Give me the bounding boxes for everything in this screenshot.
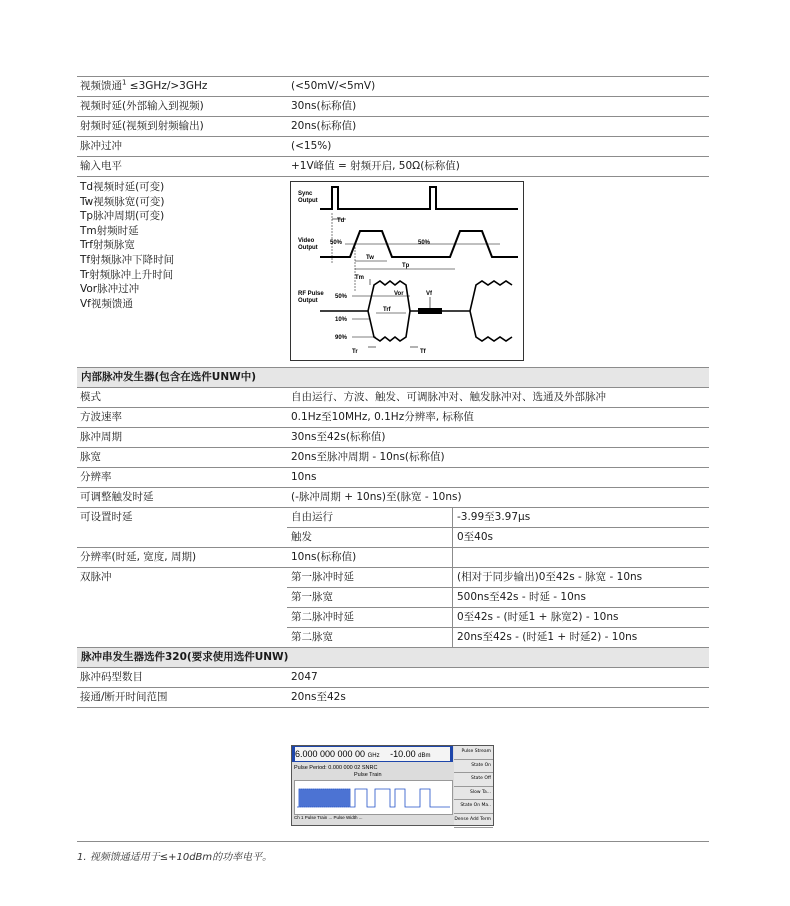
tp-label: Tp bbox=[402, 263, 410, 269]
instrument-screenshot bbox=[291, 745, 494, 826]
sync-label: Sync bbox=[298, 191, 313, 197]
legend-vf: Vf视频馈通 bbox=[80, 297, 133, 310]
legend-td: Td视频时延(可变) bbox=[80, 181, 165, 193]
specifications-table bbox=[77, 76, 709, 708]
legend-tm: Tm射频时延 bbox=[80, 224, 139, 237]
first-pulse-width-label: 第一脉宽 bbox=[287, 588, 453, 608]
legend-tp: Tp脉冲周期(可变) bbox=[80, 210, 165, 223]
vf-label: Vf bbox=[426, 291, 432, 297]
td-label: Td bbox=[337, 218, 345, 224]
screen-pulse-plot bbox=[294, 780, 453, 815]
first-pulse-delay-value: (相对于同步输出)0至42s - 脉宽 - 10ns bbox=[453, 568, 710, 588]
video-delay-label: 视频时延(外部输入到视频) bbox=[77, 97, 287, 117]
second-pulse-delay-value: 0至42s - (时延1 + 脉宽2) - 10ns bbox=[453, 608, 710, 628]
softkey-6[interactable]: Dense Add Term bbox=[454, 814, 493, 828]
video-50-right: 50% bbox=[418, 240, 431, 246]
video-50-left: 50% bbox=[330, 240, 343, 246]
pulse-timing-diagram bbox=[290, 181, 524, 361]
settable-delay-free-run-label: 自由运行 bbox=[287, 508, 453, 528]
empty-cell bbox=[453, 548, 710, 568]
on-off-time-range-value: 20ns至42s bbox=[287, 688, 709, 708]
pulse-period-value: 30ns至42s(标称值) bbox=[287, 428, 709, 448]
input-level-value: +1V峰值 = 射频开启, 50Ω(标称值) bbox=[287, 157, 709, 177]
screen-info bbox=[294, 765, 451, 779]
tf-label: Tf bbox=[420, 349, 426, 355]
input-level-label: 输入电平 bbox=[77, 157, 287, 177]
pulse-overshoot-label: 脉冲过冲 bbox=[77, 137, 287, 157]
resolution-value: 10ns bbox=[287, 468, 709, 488]
resolution-label: 分辨率 bbox=[77, 468, 287, 488]
screen-line-1: Pulse Period: 0.000 000 02 SNRC bbox=[294, 765, 378, 771]
timing-diagram-cell bbox=[287, 177, 709, 368]
rf-delay-value: 20ns(标称值) bbox=[287, 117, 709, 137]
pulse-overshoot-value: (<15%) bbox=[287, 137, 709, 157]
pulse-train-trace bbox=[295, 781, 452, 814]
video-label-2: Output bbox=[298, 245, 318, 251]
legend-vor: Vor脉冲过冲 bbox=[80, 283, 140, 296]
trf-label: Trf bbox=[383, 307, 391, 313]
softkey-1[interactable]: Pulse Stream bbox=[454, 746, 493, 760]
video-feedthrough-label: 视频馈通$^1$ ≤3GHz/>3GHz bbox=[77, 77, 287, 97]
screen-footer: Ch 1 Pulse Train ... Pulse Width ... bbox=[294, 815, 363, 820]
pulse-period-label: 脉冲周期 bbox=[77, 428, 287, 448]
section-pulse-train-generator: 脉冲串发生器选件320(要求使用选件UNW) bbox=[77, 648, 709, 668]
on-off-time-range-label: 接通/断开时间范围 bbox=[77, 688, 287, 708]
first-pulse-delay-label: 第一脉冲时延 bbox=[287, 568, 453, 588]
tr-label: Tr bbox=[352, 349, 358, 355]
legend-tw: Tw视频脉宽(可变) bbox=[80, 195, 165, 208]
screen-amplitude: -10.00 bbox=[390, 749, 416, 759]
rf-90-label: 90% bbox=[335, 335, 348, 341]
screen-amplitude-unit: dBm bbox=[418, 753, 431, 759]
softkey-2[interactable]: State On bbox=[454, 760, 493, 774]
softkey-3[interactable]: State Off bbox=[454, 773, 493, 787]
video-delay-value: 30ns(标称值) bbox=[287, 97, 709, 117]
diagram-legend bbox=[77, 177, 287, 368]
video-feedthrough-value: (<50mV/<5mV) bbox=[287, 77, 709, 97]
footnote: 1. 视频馈通适用于≤+10dBm的功率电平。 bbox=[77, 852, 273, 863]
resolution-delay-width-period-value: 10ns(标称值) bbox=[287, 548, 453, 568]
rf-label: RF Pulse bbox=[298, 291, 324, 297]
second-pulse-width-value: 20ns至42s - (时延1 + 时延2) - 10ns bbox=[453, 628, 710, 648]
screen-line-2: Pulse Train bbox=[354, 772, 382, 778]
adjustable-trigger-delay-label: 可调整触发时延 bbox=[77, 488, 287, 508]
pulse-width-value: 20ns至脉冲周期 - 10ns(标称值) bbox=[287, 448, 709, 468]
rf-10-label: 10% bbox=[335, 317, 348, 323]
video-label: Video bbox=[298, 238, 315, 244]
legend-tr: Tr射频脉冲上升时间 bbox=[80, 268, 174, 281]
legend-trf: Trf射频脉宽 bbox=[80, 239, 135, 252]
settable-delay-trigger-value: 0至40s bbox=[453, 528, 710, 548]
resolution-delay-width-period-label: 分辨率(时延, 宽度, 周期) bbox=[77, 548, 287, 568]
pulse-width-label: 脉宽 bbox=[77, 448, 287, 468]
settable-delay-trigger-label: 触发 bbox=[287, 528, 453, 548]
rf-delay-label: 射频时延(视频到射频输出) bbox=[77, 117, 287, 137]
first-pulse-width-value: 500ns至42s - 时延 - 10ns bbox=[453, 588, 710, 608]
screen-frequency: 6.000 000 000 00 bbox=[295, 749, 366, 759]
mode-value: 自由运行、方波、触发、可调脉冲对、触发脉冲对、选通及外部脉冲 bbox=[287, 388, 709, 408]
adjustable-trigger-delay-value: (-脉冲周期 + 10ns)至(脉宽 - 10ns) bbox=[287, 488, 709, 508]
rf-50-label: 50% bbox=[335, 294, 348, 300]
pulse-pattern-count-label: 脉冲码型数目 bbox=[77, 668, 287, 688]
rf-label-2: Output bbox=[298, 298, 318, 304]
screen-frequency-readout bbox=[295, 747, 450, 761]
tm-label: Tm bbox=[355, 275, 364, 281]
second-pulse-delay-label: 第二脉冲时延 bbox=[287, 608, 453, 628]
square-wave-rate-label: 方波速率 bbox=[77, 408, 287, 428]
second-pulse-width-label: 第二脉宽 bbox=[287, 628, 453, 648]
mode-label: 模式 bbox=[77, 388, 287, 408]
softkey-5[interactable]: State On Ma.. bbox=[454, 800, 493, 814]
settable-delay-label: 可设置时延 bbox=[77, 508, 287, 548]
screen-header-bar bbox=[292, 746, 453, 762]
settable-delay-free-run-value: -3.99至3.97μs bbox=[453, 508, 710, 528]
square-wave-rate-value: 0.1Hz至10MHz, 0.1Hz分辨率, 标称值 bbox=[287, 408, 709, 428]
legend-tf: Tf射频脉冲下降时间 bbox=[80, 253, 175, 266]
double-pulse-label: 双脉冲 bbox=[77, 568, 287, 648]
section-internal-pulse-generator: 内部脉冲发生器(包含在选件UNW中) bbox=[77, 368, 709, 388]
tw-label: Tw bbox=[366, 255, 374, 261]
footnote-divider bbox=[77, 841, 709, 842]
screen-frequency-unit: GHz bbox=[367, 753, 380, 759]
softkey-4[interactable]: Slow Ta... bbox=[454, 787, 493, 801]
pulse-pattern-count-value: 2047 bbox=[287, 668, 709, 688]
sync-label-2: Output bbox=[298, 198, 318, 204]
screen-softkeys bbox=[454, 746, 493, 825]
vor-label: Vor bbox=[394, 291, 404, 297]
